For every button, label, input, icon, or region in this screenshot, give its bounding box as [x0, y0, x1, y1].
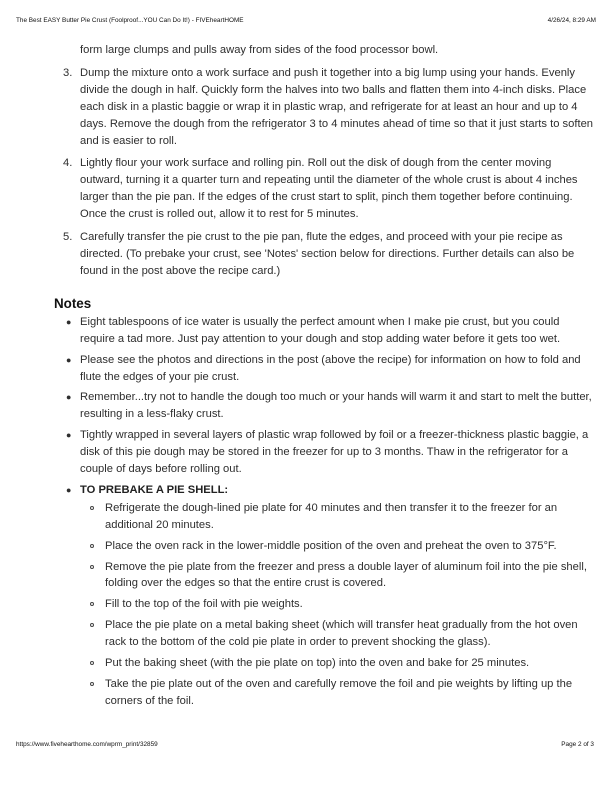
- note-item: [54, 389, 594, 423]
- instruction-continued-text: form large clumps and pulls away from sides of the food processor bowl.: [80, 44, 439, 56]
- note-text: Tightly wrapped in several layers of plastic wrap followed by foil or a freezer-thickness plastic baggie, a disk of this pie dough may be stored in the freezer for up to 3 months. Thaw in the refrigerator for a couple of days before rolling out.: [80, 429, 589, 476]
- page-url[interactable]: https://www.fivehearthome.com/wprm_print/32859: [16, 741, 158, 748]
- prebake-label: TO PREBAKE A PIE SHELL:: [80, 483, 229, 496]
- instruction-step: [54, 155, 594, 223]
- note-item: [54, 427, 594, 478]
- step-text: Carefully transfer the pie crust to the pie pan, flute the edges, and proceed with your pie recipe as directed. (To prebake your crust, see 'Notes' section below for directions. Further details can also be found in the post above the recipe card.): [80, 231, 575, 277]
- bullet-icon: ●: [66, 430, 72, 441]
- note-item: [54, 352, 594, 386]
- bullet-icon: ●: [66, 354, 72, 365]
- prebake-step: [80, 655, 594, 672]
- bullet-icon: ●: [66, 484, 72, 495]
- prebake-step-text: Put the baking sheet (with the pie plate on top) into the oven and bake for 25 minutes.: [105, 657, 530, 670]
- prebake-step: [80, 559, 594, 593]
- hollow-bullet-icon: [90, 682, 94, 686]
- instruction-step: [54, 229, 594, 280]
- print-datetime: 4/26/24, 8:29 AM: [547, 17, 596, 24]
- prebake-step: [80, 500, 594, 534]
- step-number: 4.: [63, 157, 73, 170]
- prebake-step: [80, 538, 594, 555]
- hollow-bullet-icon: [90, 544, 94, 548]
- note-text: Eight tablespoons of ice water is usually the perfect amount when I make pie crust, but you could require a tad more. Just pay attention to your dough and stop adding water before it gets too wet.: [80, 315, 561, 345]
- step-number: 5.: [63, 231, 73, 244]
- note-item: [54, 314, 594, 348]
- note-text: Remember...try not to handle the dough too much or your hands will warm it and start to melt the butter, resulting in a less-flaky crust.: [80, 391, 592, 421]
- note-text: Please see the photos and directions in the post (above the recipe) for information on how to fold and flute the edges of your pie crust.: [80, 353, 581, 383]
- page-title: The Best EASY Butter Pie Crust (Foolproof...YOU Can Do It!) - FIVEheartHOME: [16, 17, 244, 24]
- hollow-bullet-icon: [90, 565, 94, 569]
- print-footer: [16, 741, 594, 748]
- note-item-prebake: [54, 482, 594, 710]
- prebake-step-text: Remove the pie plate from the freezer and press a double layer of aluminum foil into the pie shell, folding over the edges so that the entire crust is covered.: [105, 560, 587, 590]
- instruction-step: [54, 65, 594, 150]
- notes-heading: Notes: [54, 295, 92, 311]
- step-text: Dump the mixture onto a work surface and push it together into a big lump using your hands. Evenly divide the dough in half. Quickly form the halves into two balls and flatten them into 4-inch disks. Place each disk in a plastic baggie or wrap it in plastic wrap, and refrigerate for at least an hour and up to 4 days. Remove the dough from the refrigerator 3 to 4 minutes ahead of time so that it just starts to soften and is easier to roll.: [80, 66, 594, 147]
- print-header: [16, 17, 596, 24]
- step-number: 3.: [63, 66, 73, 79]
- notes-list: [54, 314, 594, 710]
- prebake-step-text: Fill to the top of the foil with pie weights.: [105, 598, 303, 611]
- prebake-step: [80, 676, 594, 710]
- hollow-bullet-icon: [90, 602, 94, 606]
- hollow-bullet-icon: [90, 661, 94, 665]
- bullet-icon: ●: [66, 392, 72, 403]
- prebake-step: [80, 617, 594, 651]
- hollow-bullet-icon: [90, 623, 94, 627]
- prebake-step-text: Take the pie plate out of the oven and carefully remove the foil and pie weights by lifting up the corners of the foil.: [105, 678, 573, 707]
- bullet-icon: ●: [66, 316, 72, 327]
- prebake-step-text: Place the pie plate on a metal baking sheet (which will transfer heat gradually from the hot oven rack to the bottom of the cold pie plate in order to prevent shocking the glass).: [105, 619, 578, 649]
- prebake-step-text: Place the oven rack in the lower-middle position of the oven and preheat the oven to 375°F.: [105, 539, 557, 552]
- step-text: Lightly flour your work surface and rolling pin. Roll out the disk of dough from the center moving outward, turning it a quarter turn and repeating until the diameter of the whole crust is about 4 inches larger than the pie pan. If the edges of the crust start to split, pinch them together before continuing. Once the crust is rolled out, allow it to rest for 5 minutes.: [80, 157, 578, 221]
- recipe-content: [54, 42, 594, 714]
- hollow-bullet-icon: [90, 506, 94, 510]
- prebake-step-text: Refrigerate the dough-lined pie plate for 40 minutes and then transfer it to the freezer for an additional 20 minutes.: [105, 501, 558, 531]
- prebake-step: [80, 596, 594, 613]
- prebake-steps-list: [80, 500, 594, 710]
- instructions-list: [54, 65, 594, 280]
- page-indicator: Page 2 of 3: [561, 741, 594, 748]
